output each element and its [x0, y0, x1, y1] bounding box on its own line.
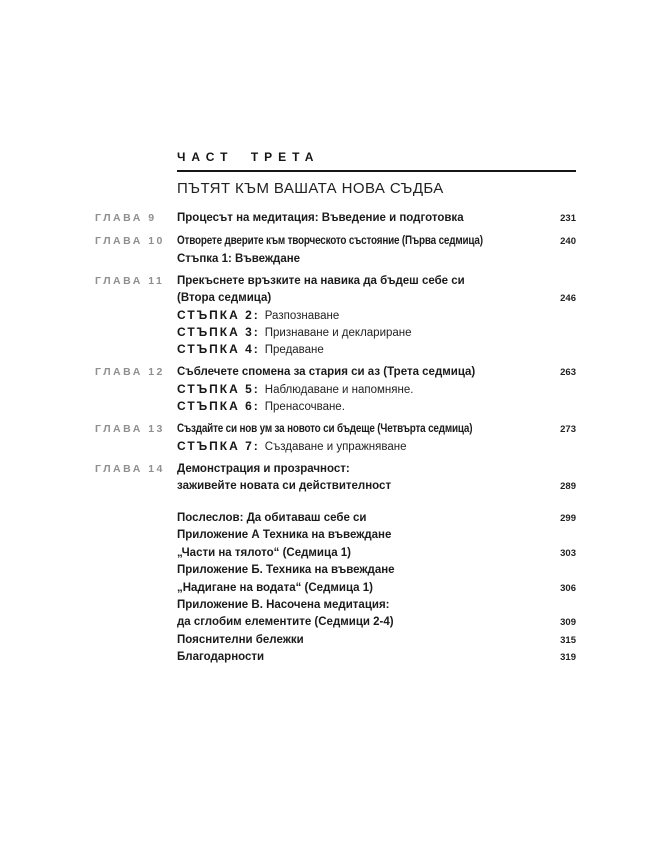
step-text: Създаване и упражняване: [264, 441, 407, 453]
toc-entry-title: [177, 561, 540, 578]
toc-entry-step: [177, 398, 540, 415]
step-text: Признаване и деклариране: [264, 327, 412, 339]
toc-entry-step: [177, 341, 540, 358]
step-label: СТЪПКА 6:: [177, 399, 260, 413]
page-number: 319: [560, 652, 576, 664]
toc-row: [95, 289, 576, 307]
step-text: Пренасочване.: [264, 401, 345, 413]
entry-title: Демонстрация и прозрачност:: [177, 463, 350, 475]
page-number: 309: [560, 617, 576, 629]
chapter-label: ГЛАВА 13: [95, 423, 165, 435]
chapter-label: ГЛАВА 11: [95, 275, 165, 287]
page-number: 299: [560, 513, 576, 524]
toc-entry-step: [177, 324, 540, 341]
chapter-label: ГЛАВА 12: [95, 366, 165, 378]
toc-entry-title: [177, 648, 540, 665]
toc-entry-title: [177, 460, 540, 477]
part-title: ПЪТЯТ КЪМ ВАШАТА НОВА СЪДБА: [177, 180, 444, 197]
toc-row: [95, 544, 576, 561]
toc-row: [95, 363, 576, 381]
toc-chapter: [95, 209, 576, 227]
page-number: 289: [560, 481, 576, 492]
toc-entry-step: [177, 307, 540, 324]
toc-content: [95, 150, 576, 666]
toc-row: [95, 613, 576, 630]
toc-entry-step: [177, 381, 540, 398]
entry-title: Прекъснете връзките на навика да бъдеш себе си: [177, 275, 465, 287]
toc-chapter: [95, 272, 576, 358]
toc-entry-title: [177, 232, 540, 249]
step-label: СТЪПКА 2:: [177, 308, 260, 322]
chapter-label: ГЛАВА 14: [95, 463, 165, 475]
toc-row: [95, 398, 576, 415]
page-number: 306: [560, 582, 576, 594]
page-number: 273: [560, 424, 576, 435]
part-divider: [177, 170, 576, 172]
toc-entry-title: [177, 209, 540, 226]
toc-row: [95, 596, 576, 613]
entry-title: Процесът на медитация: Въведение и подготовка: [177, 212, 464, 224]
toc-entry-title: [177, 477, 540, 494]
toc-entry-title: [177, 579, 540, 596]
toc-row: [95, 561, 576, 578]
toc-chapter: [95, 460, 576, 495]
entry-title: „Части на тялото“ (Седмица 1): [177, 546, 352, 559]
toc-back-matter: [95, 509, 576, 666]
toc-entry-title: [177, 509, 540, 526]
chapter-label: ГЛАВА 10: [95, 235, 165, 247]
toc-entry-title: [177, 272, 540, 289]
entry-title: Отворете дверите към творческото състояние (Първа седмица): [177, 235, 483, 247]
toc-entry-title: [177, 631, 540, 648]
step-text: Наблюдаване и напомняне.: [264, 384, 414, 396]
step-text: Разпознаване: [264, 310, 340, 322]
step-label: СТЪПКА 4:: [177, 342, 260, 356]
part-label: ЧАСТ ТРЕТА: [177, 150, 320, 164]
toc-chapter: [95, 232, 576, 267]
entry-title: Стъпка 1: Въвеждане: [177, 253, 301, 265]
page-number: 246: [560, 293, 576, 304]
page-number: 240: [560, 236, 576, 247]
toc-row: [95, 509, 576, 526]
toc-chapter: [95, 420, 576, 455]
page-number: 303: [560, 547, 576, 559]
page-number: 315: [560, 634, 576, 646]
entry-title: Приложение А Техника на въвеждане: [177, 529, 392, 542]
toc-row: [95, 460, 576, 477]
toc-row: [95, 526, 576, 543]
step-text: Предаване: [264, 344, 324, 356]
step-label: СТЪПКА 3:: [177, 325, 260, 339]
entry-title: Благодарности: [177, 651, 265, 664]
toc-row: [95, 579, 576, 596]
toc-row: [95, 477, 576, 495]
toc-entry-title: [177, 596, 540, 613]
page-number: 263: [560, 367, 576, 378]
toc-row: [95, 648, 576, 665]
entry-title: Съблечете спомена за стария си аз (Трета седмица): [177, 366, 476, 378]
toc-entry-title: [177, 250, 540, 267]
entry-title: Приложение Б. Техника на въвеждане: [177, 564, 395, 577]
toc-entry-title: [177, 526, 540, 543]
entry-title: да сглобим елементите (Седмици 2-4): [177, 616, 394, 629]
toc-row: [95, 631, 576, 648]
toc-entry-step: [177, 438, 540, 455]
toc-chapter: [95, 363, 576, 415]
toc-entry-title: [177, 420, 540, 437]
toc-row: [95, 209, 576, 227]
entry-title: заживейте новата си действителност: [177, 480, 392, 492]
toc-row: [95, 232, 576, 250]
entry-title: Приложение В. Насочена медитация:: [177, 599, 390, 612]
step-label: СТЪПКА 5:: [177, 382, 260, 396]
entry-title: (Втора седмица): [177, 292, 272, 304]
entry-title: „Надигане на водата“ (Седмица 1): [177, 581, 373, 594]
toc-row: [95, 307, 576, 324]
toc-row: [95, 324, 576, 341]
toc-chapters: [95, 209, 576, 495]
toc-entry-title: [177, 363, 540, 380]
entry-title: Създайте си нов ум за новото си бъдеще (Четвърта седмица): [177, 423, 473, 435]
toc-row: [95, 438, 576, 455]
toc-row: [95, 250, 576, 267]
step-label: СТЪПКА 7:: [177, 439, 260, 453]
toc-row: [95, 420, 576, 438]
toc-entry-title: [177, 544, 540, 561]
toc-entry-title: [177, 613, 540, 630]
chapter-label: ГЛАВА 9: [95, 212, 157, 224]
toc-row: [95, 341, 576, 358]
entry-title: Послеслов: Да обитаваш себе си: [177, 512, 367, 524]
entry-title: Пояснителни бележки: [177, 633, 304, 646]
page-number: 231: [560, 213, 576, 224]
toc-entry-title: [177, 289, 540, 306]
toc-row: [95, 272, 576, 289]
toc-row: [95, 381, 576, 398]
